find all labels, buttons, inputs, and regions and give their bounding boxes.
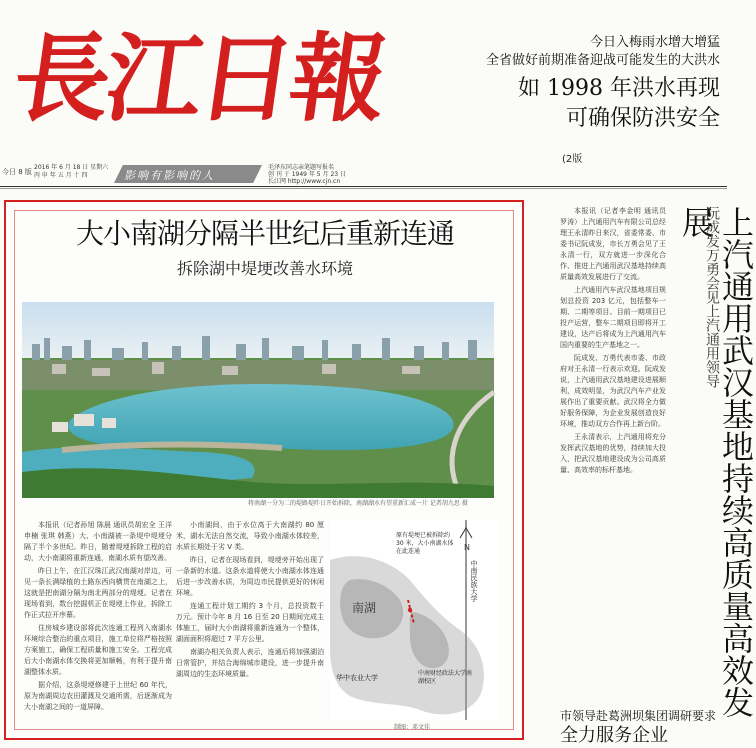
lake-location-map	[330, 520, 498, 720]
lead-story-subtitle: 拆除湖中堤埂改善水环境	[176, 259, 353, 278]
issue-pages: 今日 8 版	[2, 168, 32, 176]
map-campus-box	[418, 670, 474, 700]
story-paragraph: 本报讯（记者李金明 通讯员罗涛）上汽通用汽车有限公司总经理王永清昨日来汉，省委常委、市委书记阮成发，市长万勇会见了王永清一行，双方就进一步深化合作、推进上汽通用武汉基地持续高质量高效发展进行了交流。	[560, 207, 666, 281]
bottom-right-teaser[interactable]	[560, 708, 725, 748]
teaser-kicker-2: 全省做好前期准备迎战可能发生的大洪水	[485, 53, 720, 68]
front-teaser[interactable]	[420, 34, 720, 134]
header-rule-thin	[0, 188, 727, 189]
story-paragraph: 本报讯（记者孙旭 陈晨 通讯员胡宏全 王洋 申楠 张琪 韩燕）大、小南湖被一条堤中堤埂分隔了半个多世纪。昨日，随着堤埂拆除工程的启动，大小南湖将重新连通，南湖水质有望改善。	[24, 521, 172, 562]
story-paragraph: 上汽通用汽车武汉基地项目规划总投资 203 亿元，包括整车一期、二期等项目。目前一期项目已投产运营，整车二期项目即将开工建设，达产后将成为上汽通用汽车国内重要的生产基地之一。	[560, 286, 666, 349]
map-note: 原有堤埂已被拆除约 30 米，大小南湖水体在此连通	[396, 532, 454, 555]
story-paragraph: 南湖办相关负责人表示，连通后将加强湖泊日常管护，并结合海绵城市建设，进一步提升南湖周边的生态环境质量。	[176, 648, 324, 678]
story-column-2	[176, 520, 324, 682]
story-paragraph: 据介绍，这条堤埂修建于上世纪 60 年代，原为南湖周边农田灌溉及交通所需，后逐渐成为大小南湖之间的一道屏障。	[24, 681, 172, 711]
right-story-column	[560, 206, 666, 476]
story-paragraph: 王永清表示，上汽通用将充分发挥武汉基地的优势，持续加大投入，把武汉基地建设成为公司高质量、高效率的标杆基地。	[560, 433, 666, 474]
map-lake-label: 南湖	[352, 601, 377, 615]
map-note-box	[396, 532, 458, 588]
teaser-headline-2: 可确保防洪安全	[565, 106, 720, 131]
map-credit: 制图：邓文佳	[394, 724, 431, 731]
pub-line-1: 毛泽东同志亲笔题写报名	[268, 164, 335, 171]
photo-caption: 将南湖一分为二的堤路堤昨日开始拆除，南湖湖水有望重新汇成一片 记者胡九思 摄	[248, 500, 468, 507]
map-road-label: 中南民族大学	[470, 560, 478, 602]
map-campus-label-1: 华中农业大学	[336, 674, 378, 682]
bottom-teaser-headline: 全力服务企业	[560, 725, 668, 746]
lake-aerial-photo	[22, 302, 494, 498]
story-paragraph: 小南湖间，由于水位高于大南湖约 80 厘米，湖水无法自然交流，导致小南湖水体较差，水质长期处于劣 V 类。	[176, 521, 324, 551]
teaser-kicker: 今日入梅雨水增大增猛	[589, 35, 720, 50]
pub-line-3: 长江网 http://www.cjn.cn	[268, 178, 341, 185]
date-lunar: 丙 申 年 五 月 十 四	[34, 172, 88, 179]
header-rule	[0, 186, 727, 187]
story-paragraph: 住房城乡建设部将此次连通工程列入南湖水环境综合整治的重点项目，施工单位将严格按照方案施工，确保工程质量和施工安全。工程完成后大小南湖水体交换将更加顺畅，有利于提升南湖整体水质。	[24, 624, 172, 676]
issue-date	[34, 164, 124, 180]
right-story-body	[560, 206, 666, 478]
story-paragraph: 昨日上午，在江汉珠江武汉南湖对岸边，可见一条长满绿植的土路东西向横贯在南湖之上，这就是把南湖分隔为南北两部分的堤埂。记者在现场看到，数台挖掘机正在堤埂上作业，拆除工作正式拉开序幕。	[24, 567, 172, 619]
north-arrow-label: N	[464, 543, 470, 552]
story-paragraph: 连通工程计划工期约 3 个月，总投资数千万元。预计今年 8 月 16 日至 20 日期间完成主体施工，届时大小南湖将重新连通为一个整体，湖面面积将超过 7 平方公里。	[176, 602, 324, 643]
right-story-headline[interactable]: 上汽通用武汉基地持续高质量高效发展	[677, 206, 755, 718]
masthead-title: 長江日報	[6, 22, 391, 135]
lake-photo-illustration	[22, 302, 494, 498]
pub-line-2: 创 刊 于 1949 年 5 月 23 日	[268, 171, 346, 178]
info-bar	[0, 164, 727, 186]
bottom-teaser-kicker: 市领导赴葛洲坝集团调研要求	[560, 709, 717, 723]
map-graphic	[330, 520, 498, 720]
story-column-1	[24, 520, 172, 715]
date-gregorian: 2016 年 6 月 18 日 星期六	[34, 164, 109, 171]
lead-story-title[interactable]: 大小南湖分隔半世纪后重新连通	[75, 217, 454, 250]
publication-info	[268, 164, 448, 185]
right-story-subtitle: 阮成发万勇会见上汽通用领导	[704, 206, 720, 388]
map-campus-label-2: 中南财经政法大学南湖校区	[418, 670, 473, 685]
story-paragraph: 昨日，记者在现场看到，堤埂旁开始出现了一条新的水道。这条水道将使大小南湖水体连通后进一步改善水质，为周边市民提供更好的休闲环境。	[176, 556, 324, 597]
story-paragraph: 阮成发、万勇代表市委、市政府对王永清一行表示欢迎。阮成发说，上汽通用武汉基地建设进展顺利，成效明显，为武汉汽车产业发展作出了重要贡献。武汉将全力做好服务保障，为企业发展创造良好环境，推动双方合作再上新台阶。	[560, 354, 666, 428]
masthead-logo	[4, 4, 391, 154]
page-reference: (2版	[562, 154, 583, 165]
slogan-text: 影响有影响的人	[124, 169, 215, 182]
teaser-headline-1: 如 1998 年洪水再现	[518, 76, 720, 101]
map-road-box	[470, 560, 482, 660]
